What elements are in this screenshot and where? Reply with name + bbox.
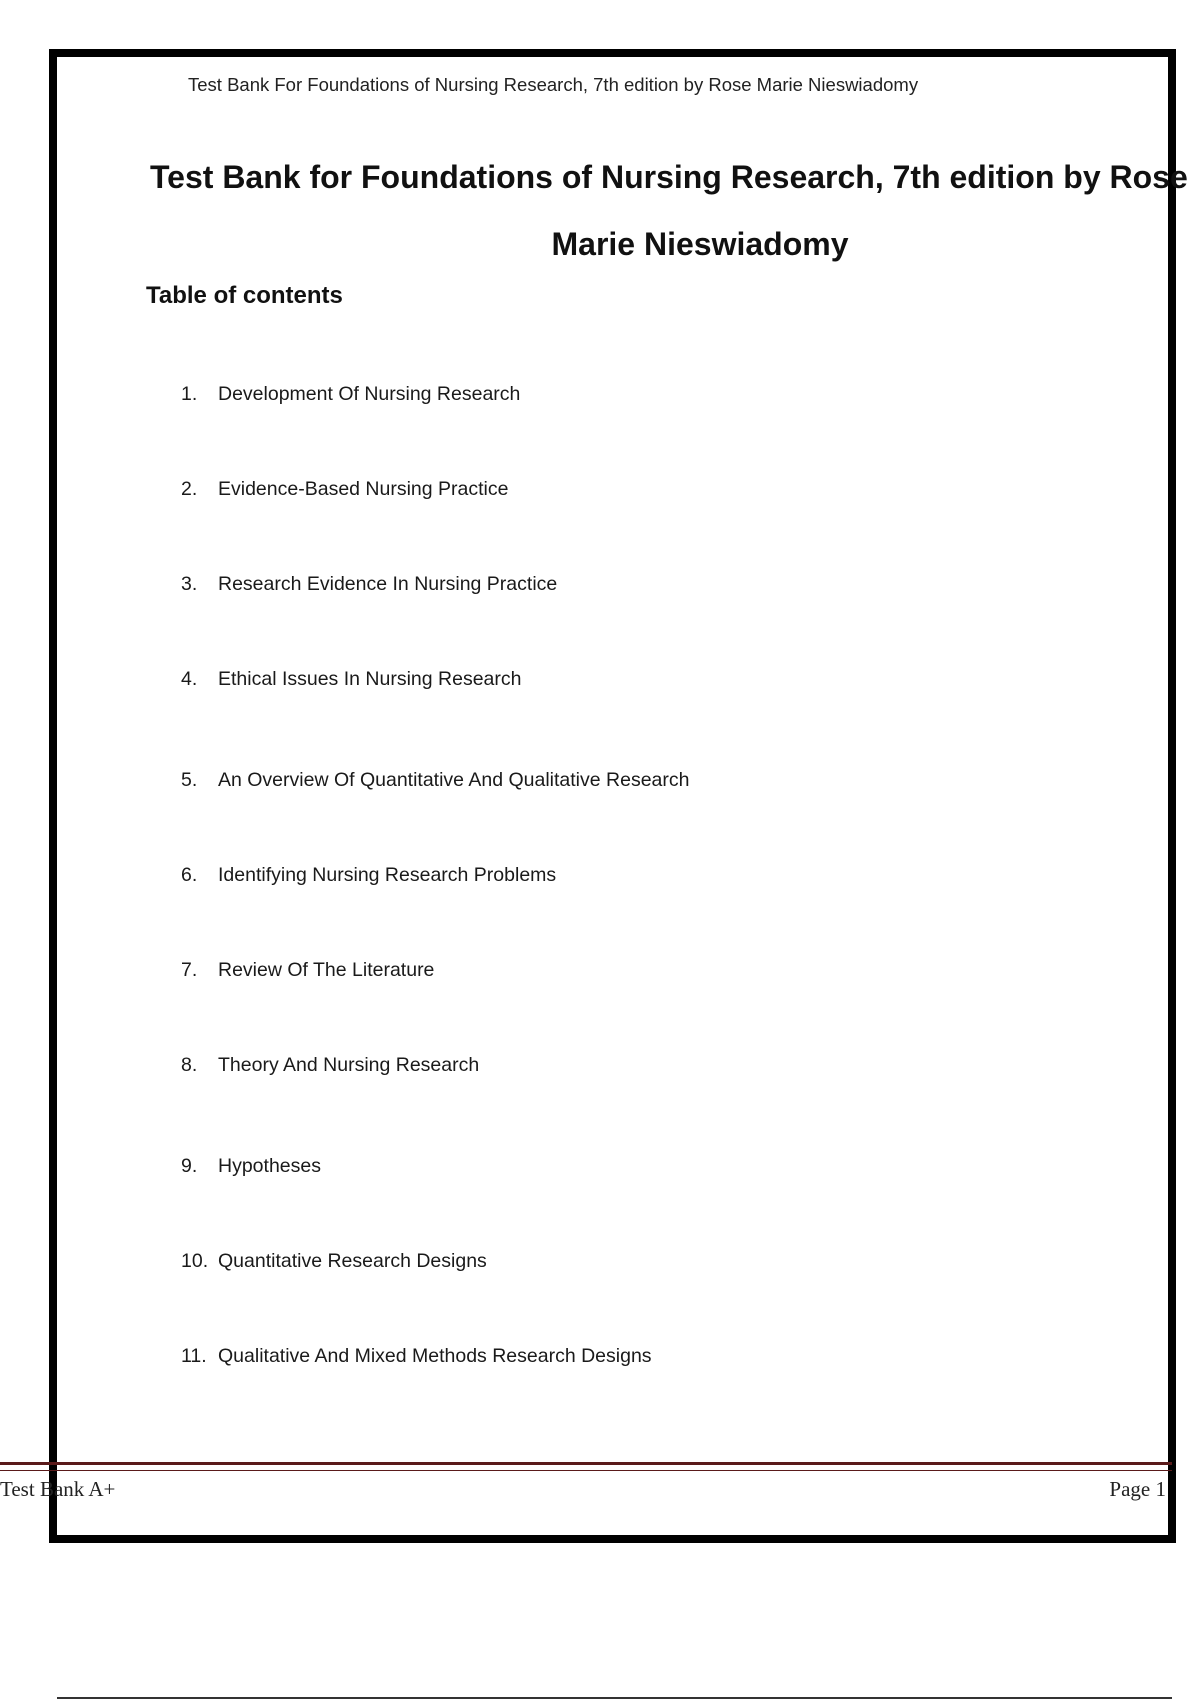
toc-item-number: 9. (181, 1155, 198, 1177)
toc-item-label: Ethical Issues In Nursing Research (218, 668, 522, 690)
toc-item-number: 3. (181, 573, 198, 595)
document-title-line-2: Marie Nieswiadomy (551, 226, 849, 262)
toc-item-label: Review Of The Literature (218, 959, 435, 981)
toc-item (181, 383, 520, 406)
toc-heading: Table of contents (146, 282, 343, 309)
toc-item-number: 5. (181, 769, 198, 791)
page-number: Page 1 (1109, 1477, 1166, 1501)
toc-item (181, 769, 689, 792)
toc-item-number: 11. (181, 1345, 207, 1367)
toc-item-number: 6. (181, 864, 198, 886)
toc-item (181, 1054, 479, 1077)
toc-item (181, 478, 508, 501)
toc-item-label: Development Of Nursing Research (218, 383, 521, 405)
toc-item-number: 2. (181, 478, 198, 500)
toc-item-label: An Overview Of Quantitative And Qualitative Research (218, 769, 690, 791)
next-page-edge-divider (57, 1697, 1172, 1699)
running-header: Test Bank For Foundations of Nursing Research, 7th edition by Rose Marie Nieswiadomy (188, 74, 919, 95)
toc-item-label: Research Evidence In Nursing Practice (218, 573, 558, 595)
footer-label: Test Bank A+ (0, 1477, 116, 1501)
toc-item (181, 1345, 652, 1368)
toc-item-label: Quantitative Research Designs (218, 1250, 487, 1272)
footer-divider (0, 1462, 1172, 1471)
toc-item-number: 4. (181, 668, 198, 690)
toc-item (181, 864, 556, 887)
toc-item-number: 10. (181, 1250, 209, 1272)
toc-item (181, 1155, 321, 1178)
toc-item-label: Evidence-Based Nursing Practice (218, 478, 509, 500)
toc-item-label: Theory And Nursing Research (218, 1054, 480, 1076)
toc-item-label: Hypotheses (218, 1155, 321, 1177)
toc-item (181, 1250, 487, 1273)
toc-item (181, 668, 521, 691)
toc-item-number: 8. (181, 1054, 198, 1076)
toc-item-number: 7. (181, 959, 198, 981)
toc-item (181, 959, 434, 982)
document-title (140, 144, 1188, 278)
document-title-line-1: Test Bank for Foundations of Nursing Research, 7th edition by Rose (150, 159, 1188, 195)
toc-item-number: 1. (181, 383, 198, 405)
toc-item (181, 573, 557, 596)
toc-item-label: Qualitative And Mixed Methods Research Designs (218, 1345, 652, 1367)
toc-item-label: Identifying Nursing Research Problems (218, 864, 557, 886)
